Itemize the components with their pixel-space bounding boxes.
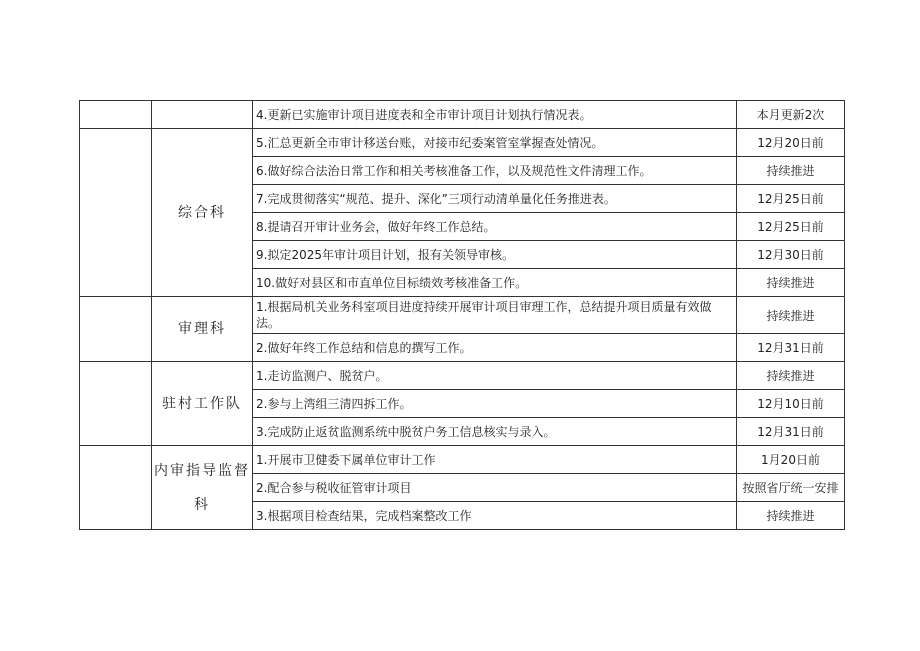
work-plan-table [79, 100, 845, 530]
department-zhucun: 驻村工作队 [152, 362, 253, 446]
deadline-cell: 持续推进 [737, 157, 845, 185]
deadline-cell: 持续推进 [737, 362, 845, 390]
table-row [80, 362, 845, 390]
department-neishen: 内审指导监督科 [152, 446, 253, 530]
deadline-cell: 持续推进 [737, 269, 845, 297]
blank-cell [80, 129, 152, 297]
deadline-cell: 12月31日前 [737, 418, 845, 446]
task-cell: 6.做好综合法治日常工作和相关考核准备工作，以及规范性文件清理工作。 [253, 157, 737, 185]
department-zonghe: 综合科 [152, 129, 253, 297]
deadline-cell: 按照省厅统一安排 [737, 474, 845, 502]
table-row [80, 129, 845, 157]
task-cell: 10.做好对县区和市直单位目标绩效考核准备工作。 [253, 269, 737, 297]
table-row [80, 446, 845, 474]
task-cell: 7.完成贯彻落实“规范、提升、深化”三项行动清单量化任务推进表。 [253, 185, 737, 213]
task-cell: 9.拟定2025年审计项目计划，报有关领导审核。 [253, 241, 737, 269]
deadline-cell: 12月25日前 [737, 185, 845, 213]
task-cell: 3.完成防止返贫监测系统中脱贫户务工信息核实与录入。 [253, 418, 737, 446]
blank-cell [80, 362, 152, 446]
deadline-cell: 持续推进 [737, 297, 845, 334]
task-cell: 5.汇总更新全市审计移送台账，对接市纪委案管室掌握查处情况。 [253, 129, 737, 157]
task-cell: 1.根据局机关业务科室项目进度持续开展审计项目审理工作，总结提升项目质量有效做法。 [253, 297, 737, 334]
blank-cell [152, 101, 253, 129]
deadline-cell: 12月30日前 [737, 241, 845, 269]
deadline-cell: 12月25日前 [737, 213, 845, 241]
task-cell: 8.提请召开审计业务会，做好年终工作总结。 [253, 213, 737, 241]
task-cell: 4.更新已实施审计项目进度表和全市审计项目计划执行情况表。 [253, 101, 737, 129]
blank-cell [80, 297, 152, 362]
task-cell: 2.参与上湾组三清四拆工作。 [253, 390, 737, 418]
task-cell: 2.做好年终工作总结和信息的撰写工作。 [253, 334, 737, 362]
deadline-cell: 12月10日前 [737, 390, 845, 418]
task-cell: 3.根据项目检查结果，完成档案整改工作 [253, 502, 737, 530]
table-row [80, 101, 845, 129]
task-cell: 1.走访监测户、脱贫户。 [253, 362, 737, 390]
task-cell: 2.配合参与税收征管审计项目 [253, 474, 737, 502]
deadline-cell: 本月更新2次 [737, 101, 845, 129]
deadline-cell: 12月31日前 [737, 334, 845, 362]
table-row [80, 297, 845, 334]
deadline-cell: 12月20日前 [737, 129, 845, 157]
blank-cell [80, 446, 152, 530]
task-cell: 1.开展市卫健委下属单位审计工作 [253, 446, 737, 474]
deadline-cell: 持续推进 [737, 502, 845, 530]
department-shenli: 审理科 [152, 297, 253, 362]
deadline-cell: 1月20日前 [737, 446, 845, 474]
blank-cell [80, 101, 152, 129]
